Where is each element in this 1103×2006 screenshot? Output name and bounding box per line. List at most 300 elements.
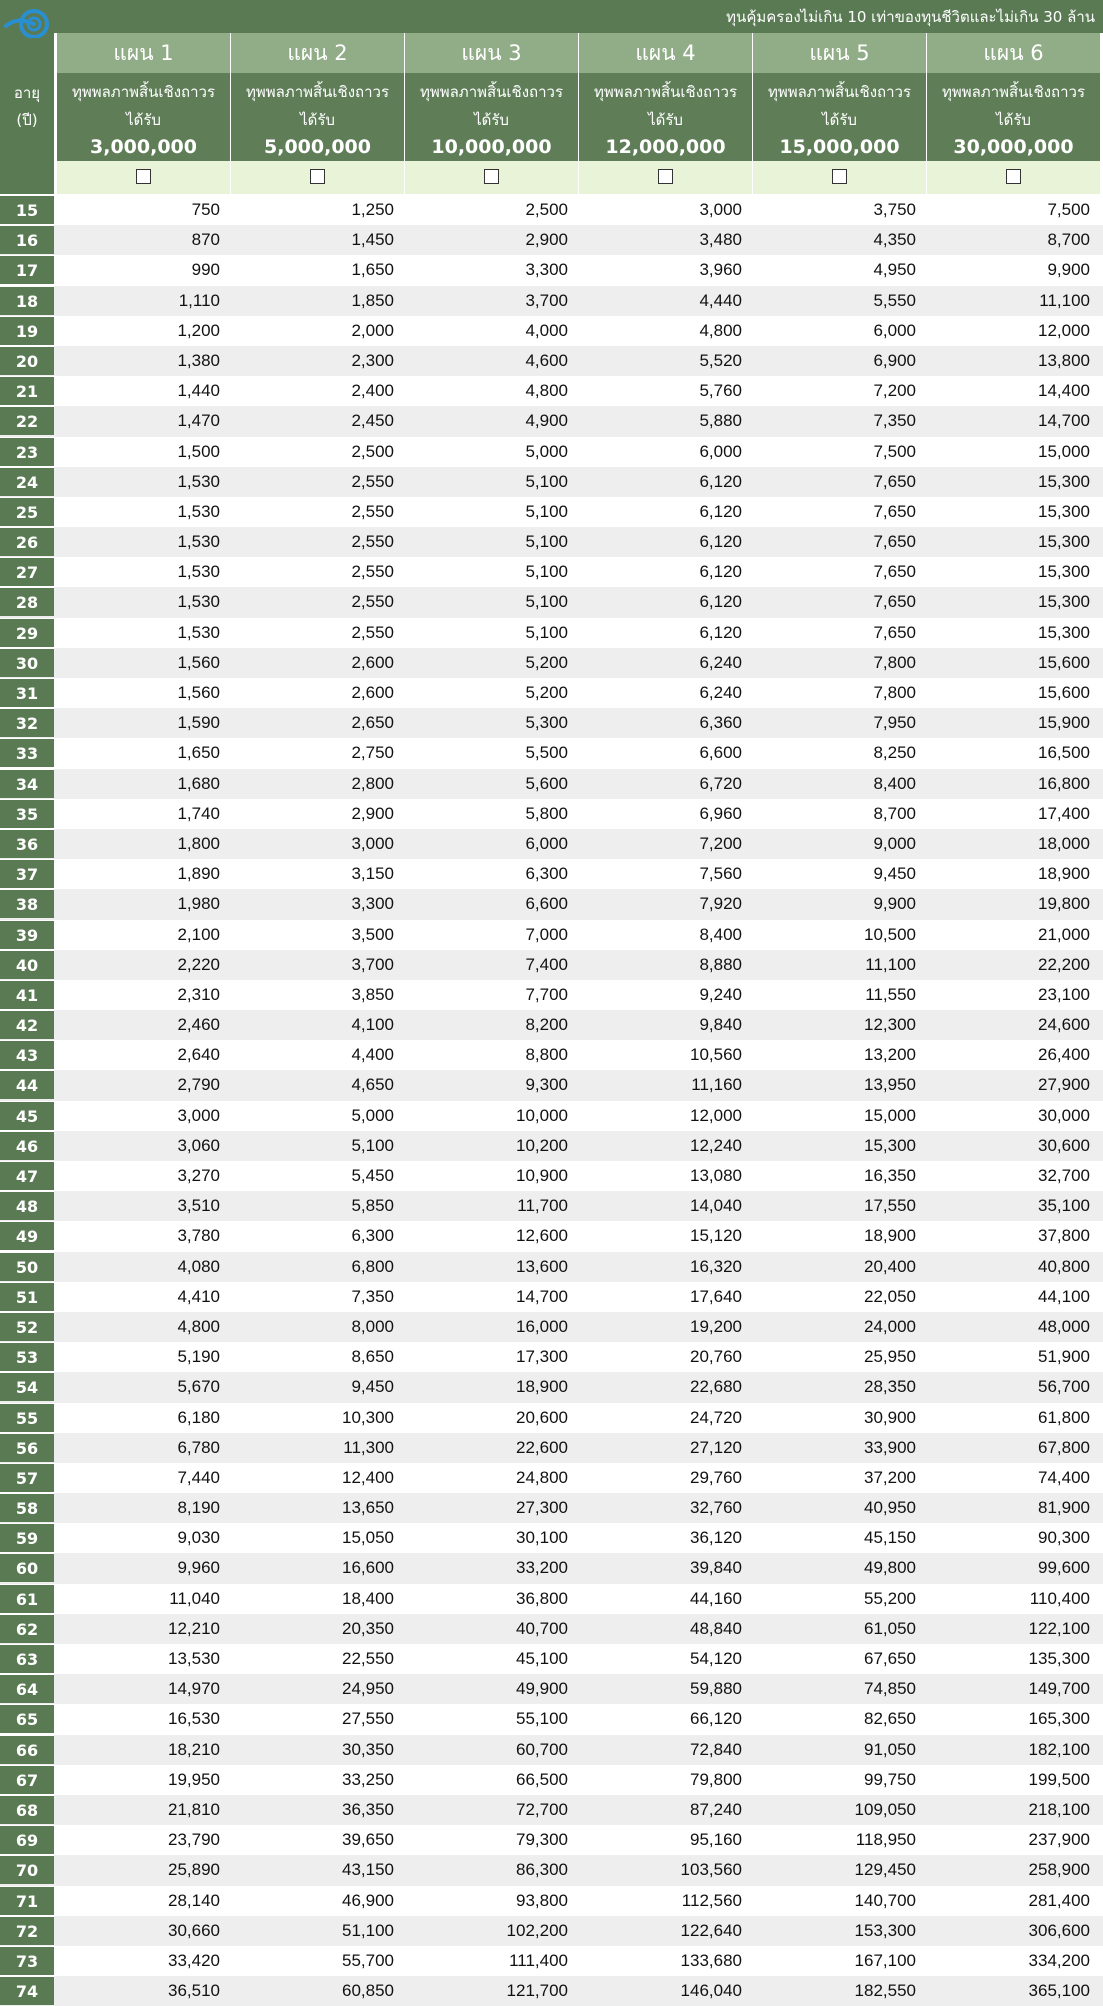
premium-cell-plan-3: 111,400 (509, 1950, 568, 1970)
premium-cell-plan-1: 11,040 (169, 1588, 220, 1608)
premium-cell-plan-2: 16,600 (342, 1558, 394, 1578)
premium-cell-plan-6: 21,000 (1038, 924, 1090, 944)
table-row (0, 1433, 1103, 1463)
premium-cell-plan-2: 2,600 (351, 683, 394, 702)
premium-cell-plan-3: 5,300 (525, 713, 568, 733)
premium-cell-plan-6: 15,600 (1038, 683, 1090, 702)
age-cell: 26 (0, 527, 54, 556)
premium-cell-plan-3: 93,800 (516, 1890, 568, 1910)
age-cell: 28 (0, 587, 54, 616)
age-cell: 31 (0, 678, 54, 707)
premium-cell-plan-1: 1,680 (177, 773, 220, 793)
premium-cell-plan-3: 27,300 (516, 1498, 568, 1518)
premium-cell-plan-4: 6,120 (699, 532, 742, 552)
premium-cell-plan-2: 2,000 (351, 320, 394, 340)
premium-cell-plan-1: 33,420 (168, 1950, 220, 1970)
age-cell: 19 (0, 316, 54, 345)
premium-cell-plan-3: 2,900 (525, 230, 568, 250)
premium-cell-plan-6: 27,900 (1038, 1075, 1090, 1095)
premium-cell-plan-2: 4,650 (351, 1075, 394, 1095)
premium-cell-plan-5: 129,450 (854, 1860, 916, 1880)
plan-title: แผน 3 (405, 33, 578, 73)
premium-cell-plan-6: 365,100 (1028, 1981, 1090, 2001)
premium-cell-plan-2: 2,400 (351, 381, 394, 401)
premium-cell-plan-2: 9,450 (351, 1377, 394, 1397)
premium-cell-plan-4: 103,560 (680, 1860, 742, 1880)
premium-cell-plan-4: 22,680 (690, 1377, 742, 1397)
premium-cell-plan-3: 55,100 (516, 1709, 568, 1729)
premium-cell-plan-5: 182,550 (854, 1981, 916, 2001)
table-row (0, 1463, 1103, 1493)
table-row (0, 1161, 1103, 1191)
premium-cell-plan-6: 15,000 (1038, 441, 1090, 461)
age-cell: 67 (0, 1765, 54, 1794)
premium-cell-plan-3: 79,300 (516, 1830, 568, 1850)
premium-cell-plan-2: 30,350 (342, 1739, 394, 1759)
premium-cell-plan-3: 5,100 (525, 562, 568, 582)
table-row (0, 195, 1103, 225)
plan-select-cell (231, 161, 404, 194)
plan-coverage-amount: 15,000,000 (779, 136, 900, 158)
premium-cell-plan-4: 44,160 (690, 1588, 742, 1608)
table-row (0, 1282, 1103, 1312)
premium-cell-plan-1: 2,100 (177, 924, 220, 944)
table-row (0, 1674, 1103, 1704)
premium-cell-plan-6: 15,300 (1038, 592, 1090, 612)
premium-cell-plan-6: 11,100 (1039, 290, 1090, 310)
premium-cell-plan-2: 2,450 (351, 411, 394, 431)
age-cell: 36 (0, 829, 54, 858)
premium-cell-plan-2: 20,350 (342, 1618, 394, 1638)
premium-cell-plan-2: 3,150 (351, 864, 394, 884)
premium-cell-plan-5: 4,350 (873, 230, 916, 250)
plan-receive-label: ได้รับ (996, 111, 1031, 129)
premium-cell-plan-6: 15,300 (1038, 532, 1090, 552)
table-row (0, 980, 1103, 1010)
plan-benefit-label: ทุพพลภาพสิ้นเชิงถาวร (245, 83, 390, 101)
premium-cell-plan-2: 1,850 (351, 290, 394, 310)
premium-cell-plan-2: 55,700 (342, 1950, 394, 1970)
premium-cell-plan-4: 24,720 (690, 1407, 742, 1427)
premium-cell-plan-6: 182,100 (1028, 1739, 1090, 1759)
premium-cell-plan-6: 40,800 (1038, 1256, 1090, 1276)
premium-cell-plan-1: 1,650 (177, 743, 220, 763)
premium-cell-plan-3: 5,100 (525, 471, 568, 491)
table-row (0, 1614, 1103, 1644)
plan-description (579, 73, 752, 161)
premium-cell-plan-6: 19,800 (1038, 894, 1090, 914)
premium-cell-plan-3: 5,200 (525, 683, 568, 702)
table-row (0, 255, 1103, 285)
plan-column-2 (230, 33, 404, 194)
premium-cell-plan-1: 1,440 (177, 381, 220, 401)
premium-cell-plan-3: 12,600 (516, 1226, 568, 1246)
premium-cell-plan-2: 2,750 (351, 743, 394, 763)
premium-cell-plan-5: 8,250 (873, 743, 916, 763)
premium-cell-plan-4: 6,360 (699, 713, 742, 733)
premium-cell-plan-3: 5,600 (525, 773, 568, 793)
premium-cell-plan-3: 33,200 (516, 1558, 568, 1578)
premium-cell-plan-2: 39,650 (342, 1830, 394, 1850)
premium-cell-plan-4: 146,040 (680, 1981, 742, 2001)
table-row (0, 1644, 1103, 1674)
premium-cell-plan-5: 20,400 (864, 1256, 916, 1276)
premium-cell-plan-2: 2,550 (351, 532, 394, 552)
plan-benefit-label: ทุพพลภาพสิ้นเชิงถาวร (593, 83, 738, 101)
premium-cell-plan-6: 99,600 (1038, 1558, 1090, 1578)
table-row (0, 286, 1103, 316)
premium-cell-plan-3: 7,000 (525, 924, 568, 944)
plan-title: แผน 4 (579, 33, 752, 73)
plan-select-checkbox[interactable] (832, 169, 847, 184)
premium-cell-plan-1: 18,210 (168, 1739, 220, 1759)
premium-cell-plan-5: 30,900 (864, 1407, 916, 1427)
premium-cell-plan-3: 2,500 (525, 200, 568, 219)
age-cell: 48 (0, 1191, 54, 1220)
premium-cell-plan-1: 16,530 (168, 1709, 220, 1729)
premium-cell-plan-4: 13,080 (690, 1166, 742, 1185)
premium-cell-plan-5: 7,200 (873, 381, 916, 401)
premium-cell-plan-5: 7,650 (873, 562, 916, 582)
plan-benefit-label: ทุพพลภาพสิ้นเชิงถาวร (767, 83, 912, 101)
plan-select-checkbox[interactable] (658, 169, 673, 184)
premium-cell-plan-1: 21,810 (168, 1799, 220, 1819)
plan-benefit-label: ทุพพลภาพสิ้นเชิงถาวร (941, 83, 1086, 101)
premium-cell-plan-2: 5,000 (351, 1105, 394, 1125)
premium-cell-plan-6: 8,700 (1047, 230, 1090, 250)
premium-cell-plan-5: 153,300 (854, 1920, 916, 1940)
premium-cell-plan-4: 66,120 (690, 1709, 742, 1729)
premium-cell-plan-2: 46,900 (342, 1890, 394, 1910)
premium-cell-plan-5: 118,950 (855, 1830, 916, 1850)
age-cell: 70 (0, 1855, 54, 1884)
premium-cell-plan-4: 20,760 (690, 1347, 742, 1367)
premium-cell-plan-5: 7,800 (873, 652, 916, 672)
premium-cell-plan-3: 40,700 (516, 1618, 568, 1638)
premium-cell-plan-3: 72,700 (516, 1799, 568, 1819)
premium-cell-plan-2: 2,650 (351, 713, 394, 733)
premium-cell-plan-3: 6,300 (525, 864, 568, 884)
premium-cell-plan-5: 7,650 (873, 471, 916, 491)
premium-cell-plan-1: 1,560 (177, 683, 220, 702)
premium-cell-plan-6: 74,400 (1038, 1467, 1090, 1487)
table-row (0, 678, 1103, 708)
premium-cell-plan-4: 7,920 (699, 894, 742, 914)
premium-cell-plan-1: 1,980 (177, 894, 220, 914)
age-cell: 73 (0, 1946, 54, 1975)
plan-coverage-amount: 12,000,000 (605, 136, 726, 158)
premium-cell-plan-3: 5,100 (525, 532, 568, 552)
premium-cell-plan-1: 1,530 (177, 622, 220, 642)
premium-cell-plan-2: 4,100 (351, 1015, 394, 1035)
premium-cell-plan-2: 6,300 (351, 1226, 394, 1246)
plan-receive-label: ได้รับ (474, 111, 509, 129)
premium-cell-plan-4: 72,840 (690, 1739, 742, 1759)
premium-cell-plan-1: 5,670 (177, 1377, 220, 1397)
table-row (0, 1040, 1103, 1070)
plan-select-checkbox[interactable] (484, 169, 499, 184)
premium-cell-plan-2: 7,350 (351, 1286, 394, 1306)
premium-cell-plan-5: 6,000 (873, 320, 916, 340)
age-cell: 55 (0, 1403, 54, 1432)
premium-cell-plan-1: 3,780 (177, 1226, 220, 1246)
premium-cell-plan-3: 24,800 (516, 1467, 568, 1487)
age-cell: 42 (0, 1010, 54, 1039)
premium-cell-plan-5: 28,350 (864, 1377, 916, 1397)
premium-cell-plan-1: 23,790 (168, 1830, 220, 1850)
age-cell: 53 (0, 1342, 54, 1371)
premium-cell-plan-4: 32,760 (690, 1498, 742, 1518)
plan-select-checkbox[interactable] (136, 169, 151, 184)
age-cell: 35 (0, 799, 54, 828)
premium-cell-plan-3: 11,700 (517, 1196, 568, 1216)
premium-cell-plan-3: 20,600 (516, 1407, 568, 1427)
plan-select-cell (753, 161, 926, 194)
premium-cell-plan-6: 15,300 (1038, 501, 1090, 521)
premium-cell-plan-3: 60,700 (516, 1739, 568, 1759)
plan-select-checkbox[interactable] (1006, 169, 1021, 184)
premium-cell-plan-4: 59,880 (690, 1679, 742, 1699)
plan-title: แผน 2 (231, 33, 404, 73)
premium-cell-plan-4: 6,960 (699, 803, 742, 823)
plan-select-checkbox[interactable] (310, 169, 325, 184)
premium-cell-plan-6: 15,300 (1038, 471, 1090, 491)
premium-cell-plan-5: 7,650 (873, 622, 916, 642)
age-cell: 74 (0, 1976, 54, 2005)
premium-cell-plan-1: 3,060 (177, 1135, 220, 1155)
age-cell: 22 (0, 406, 54, 435)
age-cell: 71 (0, 1886, 54, 1915)
table-row (0, 497, 1103, 527)
premium-cell-plan-4: 4,440 (699, 290, 742, 310)
age-cell: 33 (0, 738, 54, 767)
premium-cell-plan-5: 7,650 (873, 592, 916, 612)
premium-cell-plan-5: 55,200 (864, 1588, 916, 1608)
premium-cell-plan-6: 306,600 (1028, 1920, 1090, 1940)
premium-cell-plan-3: 10,000 (516, 1105, 568, 1125)
premium-cell-plan-1: 36,510 (168, 1981, 220, 2001)
age-cell: 21 (0, 376, 54, 405)
premium-cell-plan-5: 15,300 (864, 1135, 916, 1155)
table-row (0, 1916, 1103, 1946)
premium-cell-plan-6: 81,900 (1038, 1498, 1090, 1518)
premium-cell-plan-3: 4,800 (525, 381, 568, 401)
premium-cell-plan-5: 7,500 (873, 441, 916, 461)
premium-cell-plan-2: 2,500 (351, 441, 394, 461)
premium-cell-plan-6: 56,700 (1038, 1377, 1090, 1397)
plan-coverage-amount: 5,000,000 (264, 136, 371, 158)
premium-cell-plan-2: 33,250 (342, 1769, 394, 1789)
table-row (0, 648, 1103, 678)
premium-cell-plan-6: 12,000 (1038, 320, 1090, 340)
table-row (0, 1191, 1103, 1221)
premium-rows (0, 195, 1103, 2006)
premium-cell-plan-3: 13,600 (516, 1256, 568, 1276)
table-row (0, 406, 1103, 436)
age-cell: 72 (0, 1916, 54, 1945)
premium-cell-plan-4: 6,120 (699, 501, 742, 521)
plan-description (927, 73, 1100, 161)
premium-cell-plan-3: 5,100 (525, 592, 568, 612)
premium-cell-plan-1: 990 (191, 260, 220, 280)
premium-cell-plan-4: 6,240 (699, 683, 742, 702)
table-row (0, 1795, 1103, 1825)
premium-cell-plan-1: 1,530 (177, 501, 220, 521)
age-cell: 51 (0, 1282, 54, 1311)
age-cell: 24 (0, 467, 54, 496)
premium-cell-plan-3: 3,700 (525, 290, 568, 310)
premium-cell-plan-1: 3,270 (177, 1166, 220, 1185)
premium-cell-plan-6: 51,900 (1038, 1347, 1090, 1367)
premium-cell-plan-2: 2,800 (351, 773, 394, 793)
age-cell: 25 (0, 497, 54, 526)
premium-cell-plan-3: 7,400 (525, 954, 568, 974)
premium-cell-plan-5: 6,900 (873, 350, 916, 370)
table-row (0, 1735, 1103, 1765)
table-row (0, 437, 1103, 467)
premium-cell-plan-6: 14,400 (1038, 381, 1090, 401)
premium-cell-plan-4: 54,120 (690, 1649, 742, 1668)
premium-cell-plan-6: 110,400 (1029, 1588, 1090, 1608)
premium-cell-plan-3: 5,800 (525, 803, 568, 823)
premium-cell-plan-5: 91,050 (864, 1739, 916, 1759)
premium-cell-plan-3: 5,200 (525, 652, 568, 672)
premium-cell-plan-2: 12,400 (342, 1467, 394, 1487)
premium-cell-plan-1: 750 (191, 200, 220, 219)
premium-cell-plan-1: 8,190 (177, 1498, 220, 1518)
age-cell: 52 (0, 1312, 54, 1341)
premium-cell-plan-3: 102,200 (506, 1920, 568, 1940)
premium-cell-plan-4: 122,640 (680, 1920, 742, 1940)
premium-cell-plan-5: 3,750 (873, 200, 916, 219)
plan-coverage-amount: 10,000,000 (431, 136, 552, 158)
premium-cell-plan-6: 15,300 (1038, 622, 1090, 642)
table-row (0, 738, 1103, 768)
premium-cell-plan-2: 2,550 (351, 592, 394, 612)
premium-cell-plan-6: 237,900 (1028, 1830, 1090, 1850)
premium-cell-plan-4: 9,240 (699, 984, 742, 1004)
premium-cell-plan-4: 48,840 (690, 1618, 742, 1638)
premium-cell-plan-6: 17,400 (1038, 803, 1090, 823)
premium-cell-plan-3: 4,900 (525, 411, 568, 431)
premium-cell-plan-5: 33,900 (864, 1437, 916, 1457)
age-cell: 45 (0, 1101, 54, 1130)
age-cell: 15 (0, 195, 54, 224)
premium-cell-plan-4: 8,880 (699, 954, 742, 974)
premium-cell-plan-1: 1,110 (178, 290, 220, 310)
table-row (0, 1342, 1103, 1372)
premium-cell-plan-1: 13,530 (168, 1649, 220, 1668)
premium-cell-plan-6: 26,400 (1038, 1045, 1090, 1065)
premium-cell-plan-5: 67,650 (864, 1649, 916, 1668)
plan-column-1 (56, 33, 230, 194)
table-row (0, 1131, 1103, 1161)
premium-cell-plan-2: 3,700 (351, 954, 394, 974)
premium-cell-plan-4: 27,120 (690, 1437, 742, 1457)
premium-cell-plan-5: 109,050 (854, 1799, 916, 1819)
premium-cell-plan-3: 5,100 (525, 622, 568, 642)
premium-cell-plan-2: 2,550 (351, 471, 394, 491)
table-row (0, 618, 1103, 648)
age-cell: 62 (0, 1614, 54, 1643)
premium-cell-plan-6: 30,600 (1038, 1135, 1090, 1155)
table-row (0, 829, 1103, 859)
premium-cell-plan-6: 44,100 (1038, 1286, 1090, 1306)
premium-cell-plan-5: 7,950 (873, 713, 916, 733)
table-row (0, 1946, 1103, 1976)
premium-cell-plan-1: 3,510 (177, 1196, 220, 1216)
age-cell: 18 (0, 286, 54, 315)
premium-cell-plan-6: 16,500 (1038, 743, 1090, 763)
table-row (0, 1976, 1103, 2006)
table-row (0, 1493, 1103, 1523)
table-row (0, 1553, 1103, 1583)
premium-cell-plan-4: 79,800 (690, 1769, 742, 1789)
age-cell: 44 (0, 1070, 54, 1099)
age-cell: 30 (0, 648, 54, 677)
premium-cell-plan-4: 7,200 (699, 833, 742, 853)
premium-cell-plan-5: 9,450 (873, 864, 916, 884)
premium-cell-plan-4: 6,120 (699, 471, 742, 491)
premium-cell-plan-2: 1,450 (351, 230, 394, 250)
premium-cell-plan-2: 11,300 (343, 1437, 394, 1457)
premium-cell-plan-6: 90,300 (1038, 1528, 1090, 1548)
table-row (0, 1855, 1103, 1885)
premium-cell-plan-2: 51,100 (342, 1920, 394, 1940)
age-cell: 59 (0, 1523, 54, 1552)
age-cell: 32 (0, 708, 54, 737)
company-logo (4, 4, 56, 38)
premium-cell-plan-5: 82,650 (864, 1709, 916, 1729)
premium-cell-plan-5: 45,150 (864, 1528, 916, 1548)
age-cell: 68 (0, 1795, 54, 1824)
premium-cell-plan-5: 140,700 (854, 1890, 916, 1910)
table-row (0, 1825, 1103, 1855)
premium-cell-plan-2: 36,350 (342, 1799, 394, 1819)
premium-cell-plan-3: 6,000 (525, 833, 568, 853)
premium-cell-plan-5: 4,950 (873, 260, 916, 280)
premium-cell-plan-2: 2,550 (351, 562, 394, 582)
premium-cell-plan-4: 10,560 (690, 1045, 742, 1065)
table-row (0, 316, 1103, 346)
premium-cell-plan-5: 24,000 (864, 1316, 916, 1336)
premium-cell-plan-5: 22,050 (864, 1286, 916, 1306)
premium-cell-plan-1: 30,660 (168, 1920, 220, 1940)
premium-cell-plan-5: 18,900 (864, 1226, 916, 1246)
table-row (0, 1886, 1103, 1916)
premium-cell-plan-5: 8,700 (873, 803, 916, 823)
premium-cell-plan-3: 30,100 (516, 1528, 568, 1548)
age-cell: 40 (0, 950, 54, 979)
premium-cell-plan-4: 5,880 (699, 411, 742, 431)
premium-cell-plan-6: 37,800 (1038, 1226, 1090, 1246)
premium-cell-plan-1: 6,780 (177, 1437, 220, 1457)
age-cell: 34 (0, 769, 54, 798)
top-bar (0, 0, 1103, 33)
premium-cell-plan-4: 8,400 (699, 924, 742, 944)
premium-cell-plan-2: 43,150 (342, 1860, 394, 1880)
premium-cell-plan-5: 5,550 (873, 290, 916, 310)
age-cell: 37 (0, 859, 54, 888)
premium-cell-plan-3: 3,300 (525, 260, 568, 280)
premium-cell-plan-3: 121,700 (506, 1981, 568, 2001)
premium-cell-plan-3: 5,000 (525, 441, 568, 461)
table-row (0, 708, 1103, 738)
premium-cell-plan-4: 112,560 (681, 1890, 742, 1910)
premium-cell-plan-1: 9,960 (177, 1558, 220, 1578)
premium-cell-plan-3: 7,700 (525, 984, 568, 1004)
table-row (0, 920, 1103, 950)
